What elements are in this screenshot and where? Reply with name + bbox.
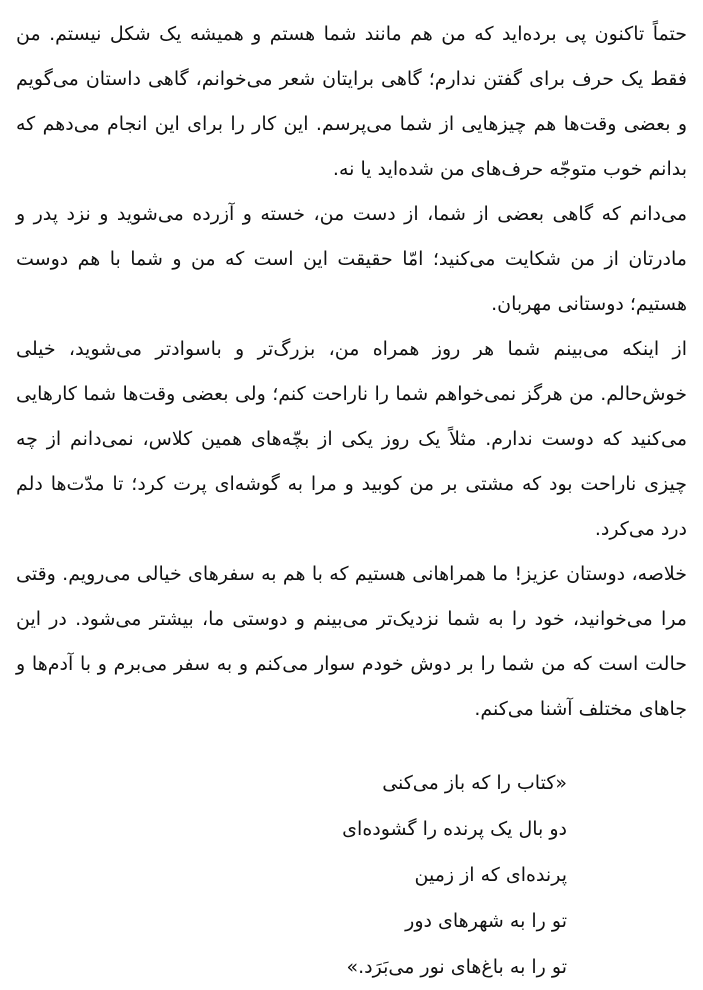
paragraph-3: از اینکه می‌بینم شما هر روز همراه من، بزرگ‌تر و باسوادتر می‌شوید، خیلی خوش‌حالم. من هرگز نمی‌خواهم شما را ناراحت کنم؛ ولی بعضی وقت‌ها شما کارهایی می‌کنید که دوست ندارم. مثلاً یک روز یکی از بچّه‌های همین کلاس، نمی‌دانم از چه چیزی ناراحت بود که مشتی بر من کوبید و مرا به گوشه‌ای پرت کرد؛ تا مدّت‌ها دلم درد می‌کرد. [16, 338, 687, 540]
poem-line-2: دو بال یک پرنده را گشوده‌ای [342, 818, 567, 840]
poem-line-3: پرنده‌ای که از زمین [414, 864, 567, 886]
paragraph-2: می‌دانم که گاهی بعضی از شما، از دست من، خسته و آزرده می‌شوید و نزد پدر و مادرتان از من شکایت می‌کنید؛ امّا حقیقت این است که من و شما با هم دوست هستیم؛ دوستانی مهربان. [16, 203, 687, 315]
poem-line-1: «کتاب را که باز می‌کنی [382, 772, 567, 794]
poem [16, 760, 687, 990]
poem-line-5: تو را به باغ‌های نور می‌بَرَد.» [346, 956, 567, 978]
paragraph-4: خلاصه، دوستان عزیز! ما همراهانی هستیم که با هم به سفرهای خیالی می‌رویم. وقتی مرا می‌خوانید، خود را به شما نزدیک‌تر می‌بینم و دوستی ما، بیشتر می‌شود. در این حالت است که من شما را بر دوش خودم سوار می‌کنم و به سفر می‌برم و با آدم‌ها و جاهای مختلف آشنا می‌کنم. [16, 563, 687, 720]
poem-line-4: تو را به شهرهای دور [405, 910, 567, 932]
paragraph-1: حتماً تاکنون پی برده‌اید که من هم مانند شما هستم و همیشه یک شکل نیستم. من فقط یک حرف برای گفتن ندارم؛ گاهی برایتان شعر می‌خوانم، گاهی داستان می‌گویم و بعضی وقت‌ها هم چیزهایی از شما می‌پرسم. این کار را برای این انجام می‌دهم که بدانم خوب متوجّه حرف‌های من شده‌اید یا نه. [16, 23, 687, 180]
body-text [16, 12, 687, 732]
